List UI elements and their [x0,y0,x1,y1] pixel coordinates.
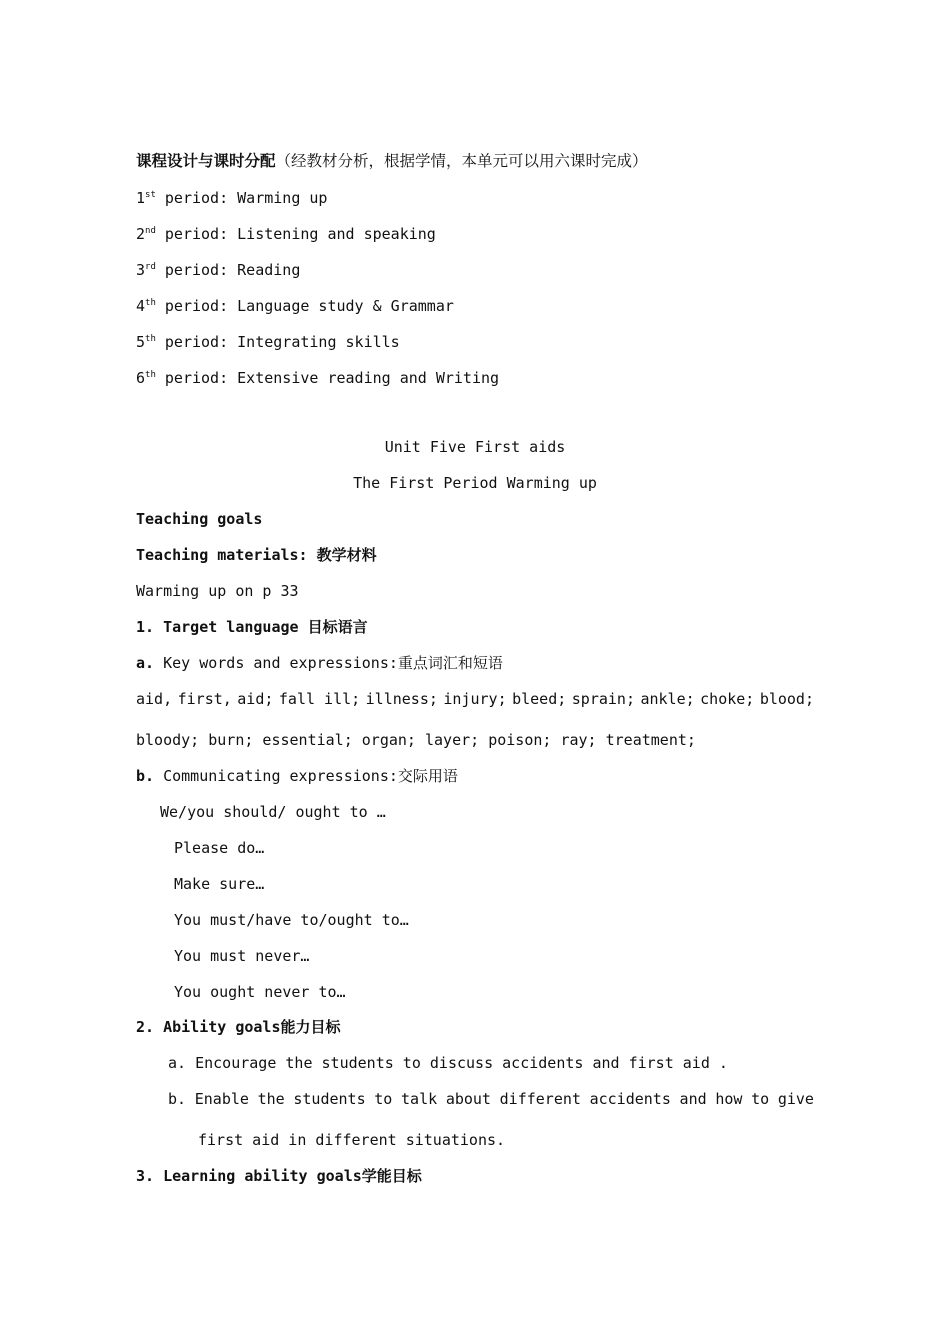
word: fall ill; [278,690,361,708]
expression-item: Make sure… [174,875,265,893]
teaching-goals-heading: Teaching goals [136,510,263,528]
word: first, [177,690,232,708]
period-line [136,260,300,280]
unit-title: Unit Five First aids [384,438,566,456]
learning-ability-heading: 3. Learning ability goals学能目标 [136,1167,422,1185]
period-suffix: th [145,370,156,380]
period-suffix: rd [145,262,156,272]
word: bleed; [512,690,567,708]
period-number: 3 [136,261,146,279]
word: b. [168,1090,187,1108]
key-words-line [136,689,814,709]
period-line [136,332,400,352]
word: illness; [365,690,438,708]
word: aid; [237,690,274,708]
ability-goals-heading: 2. Ability goals能力目标 [136,1018,341,1036]
word: different [499,1090,581,1108]
period-line [136,188,327,208]
item-text: Key words and expressions:重点词汇和短语 [154,654,503,672]
word: to [751,1090,770,1108]
period-suffix: th [145,298,156,308]
expression-item: Please do… [174,839,265,857]
period-number: 1 [136,189,146,207]
word: injury; [443,690,507,708]
expression-item: We/you should/ ought to … [160,803,386,821]
word: talk [401,1090,438,1108]
item-text: Communicating expressions:交际用语 [154,767,458,785]
word: blood; [759,690,814,708]
course-design-heading [136,151,648,171]
word: how [715,1090,743,1108]
period-suffix: st [145,190,156,200]
period-text: period: Listening and speaking [155,225,436,243]
period-text: period: Reading [155,261,301,279]
communicating-subheading [136,766,458,786]
materials-text: Warming up on p 33 [136,582,299,600]
ability-goal-continuation: first aid in different situations. [198,1131,506,1149]
key-words-line: bloody; burn; essential; organ; layer; poison; ray; treatment; [136,731,696,749]
period-title: The First Period Warming up [353,474,597,492]
period-line [136,224,436,244]
period-number: 2 [136,225,146,243]
ability-goal-item [168,1089,814,1109]
word: give [777,1090,814,1108]
heading-bold: 课程设计与课时分配 [136,151,276,170]
item-label: a. [136,654,155,672]
period-number: 6 [136,369,146,387]
word: students [293,1090,366,1108]
word: to [374,1090,393,1108]
word: about [445,1090,491,1108]
period-suffix: th [145,334,156,344]
period-line [136,296,454,316]
word: the [257,1090,285,1108]
heading-note: （经教材分析，根据学情，本单元可以用六课时完成） [275,152,648,170]
period-text: period: Warming up [155,189,328,207]
word: and [679,1090,707,1108]
period-text: period: Language study & Grammar [155,297,454,315]
expression-item: You ought never to… [174,983,346,1001]
expression-item: You must/have to/ought to… [174,911,409,929]
expression-item: You must never… [174,947,310,965]
period-number: 4 [136,297,146,315]
key-words-subheading [136,653,503,673]
ability-goal-item: a. Encourage the students to discuss accidents and first aid . [168,1054,728,1072]
word: choke; [700,690,755,708]
period-line [136,368,499,388]
word: aid, [136,690,173,708]
teaching-materials-heading: Teaching materials: 教学材料 [136,546,377,564]
period-text: period: Extensive reading and Writing [155,369,500,387]
item-label: b. [136,767,155,785]
word: ankle; [640,690,695,708]
word: Enable [194,1090,249,1108]
word: accidents [589,1090,671,1108]
period-number: 5 [136,333,146,351]
word: sprain; [571,690,635,708]
target-language-heading: 1. Target language 目标语言 [136,618,368,636]
period-suffix: nd [145,226,156,236]
period-text: period: Integrating skills [155,333,400,351]
